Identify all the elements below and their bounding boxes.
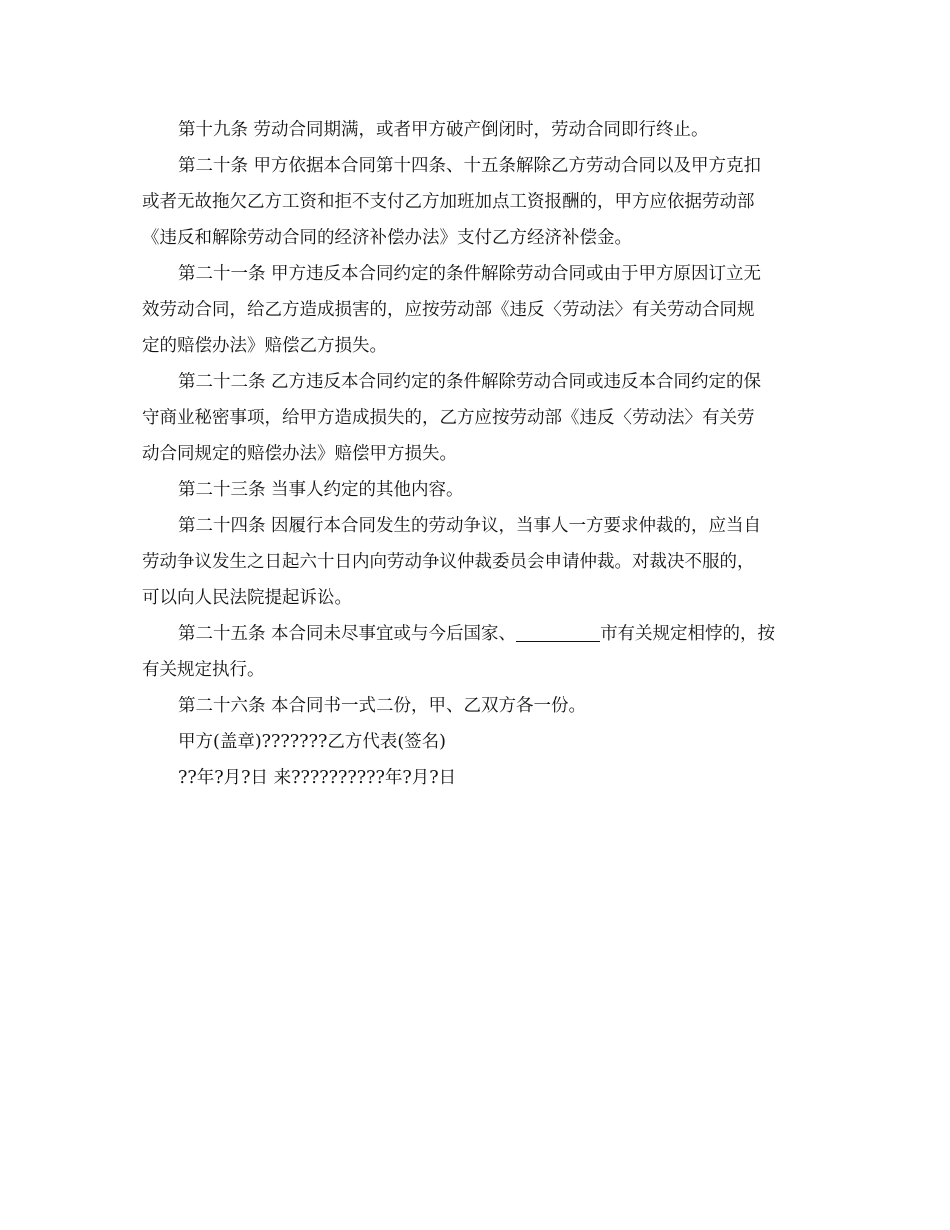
article-20-line-1: 第二十条 甲方依据本合同第十四条、十五条解除乙方劳动合同以及甲方克扣 bbox=[178, 156, 762, 176]
article-25-text-before: 第二十五条 本合同未尽事宜或与今后国家、 bbox=[178, 624, 517, 644]
article-25-line-1 bbox=[142, 616, 810, 652]
article-19: 第十九条 劳动合同期满，或者甲方破产倒闭时，劳动合同即行终止。 bbox=[178, 120, 709, 140]
article-22-line-3: 动合同规定的赔偿办法》赔偿甲方损失。 bbox=[142, 444, 457, 464]
article-20-line-2: 或者无故拖欠乙方工资和拒不支付乙方加班加点工资报酬的，甲方应依据劳动部 bbox=[142, 192, 755, 212]
article-24-line-2: 劳动争议发生之日起六十日内向劳动争议仲裁委员会申请仲裁。对裁决不服的， bbox=[142, 552, 755, 572]
article-21-line-3: 定的赔偿办法》赔偿乙方损失。 bbox=[142, 336, 387, 356]
signature-line: 甲方(盖章)???????乙方代表(签名) bbox=[178, 732, 446, 752]
article-21-line-2: 效劳动合同，给乙方造成损害的，应按劳动部《违反〈劳动法〉有关劳动合同规 bbox=[142, 300, 755, 320]
article-23: 第二十三条 当事人约定的其他内容。 bbox=[178, 480, 464, 500]
article-24-line-3: 可以向人民法院提起诉讼。 bbox=[142, 588, 352, 608]
article-22-line-1: 第二十二条 乙方违反本合同约定的条件解除劳动合同或违反本合同约定的保 bbox=[178, 372, 762, 392]
article-24-line-1: 第二十四条 因履行本合同发生的劳动争议，当事人一方要求仲裁的，应当自 bbox=[178, 516, 762, 536]
article-26: 第二十六条 本合同书一式二份，甲、乙双方各一份。 bbox=[178, 696, 587, 716]
article-25-line-2: 有关规定执行。 bbox=[142, 660, 265, 680]
article-25-text-after: 市有关规定相悖的，按 bbox=[600, 624, 776, 644]
article-22 bbox=[142, 364, 810, 472]
article-22-line-2: 守商业秘密事项，给甲方造成损失的，乙方应按劳动部《违反〈劳动法〉有关劳 bbox=[142, 408, 755, 428]
article-20-line-3: 《违反和解除劳动合同的经济补偿办法》支付乙方经济补偿金。 bbox=[142, 228, 632, 248]
article-21-line-1: 第二十一条 甲方违反本合同约定的条件解除劳动合同或由于甲方原因订立无 bbox=[178, 264, 762, 284]
date-line: ??年?月?日 来??????????年?月?日 bbox=[178, 768, 457, 788]
article-24 bbox=[142, 508, 810, 616]
article-20 bbox=[142, 148, 810, 256]
article-21 bbox=[142, 256, 810, 364]
contract-body bbox=[142, 112, 810, 796]
article-25 bbox=[142, 616, 810, 688]
fill-in-blank bbox=[516, 621, 600, 642]
